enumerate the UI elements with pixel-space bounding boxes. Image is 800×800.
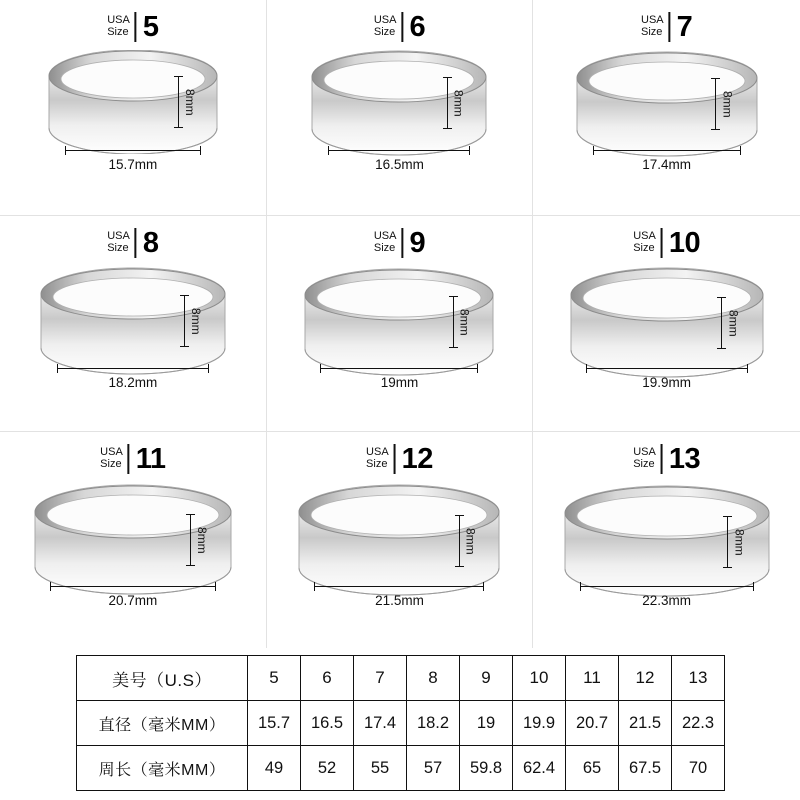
cell-us-4: 9 [460, 656, 513, 701]
size-text: Size [366, 458, 388, 470]
diameter-label: 22.3mm [642, 593, 692, 608]
width-line [580, 582, 754, 591]
width-bar [586, 368, 748, 369]
ring-cell-size-8 [0, 216, 267, 432]
size-label [107, 226, 158, 260]
height-caps [174, 76, 183, 128]
width-line [593, 146, 741, 155]
cell-circumference-6: 65 [566, 746, 619, 791]
cell-circumference-4: 59.8 [460, 746, 513, 791]
width-bar [593, 150, 741, 151]
width-line [320, 364, 478, 373]
cell-diameter-8: 22.3 [672, 701, 725, 746]
height-caps [443, 77, 452, 129]
label-divider [394, 444, 396, 474]
size-number: 6 [409, 10, 426, 43]
width-line [586, 364, 748, 373]
cell-circumference-1: 52 [301, 746, 354, 791]
cell-us-5: 10 [513, 656, 566, 701]
diameter-label: 21.5mm [375, 593, 424, 608]
height-dimension [455, 515, 477, 567]
diameter-label: 20.7mm [108, 593, 158, 608]
cell-circumference-7: 67.5 [619, 746, 672, 791]
usa-text: USA [373, 14, 397, 27]
size-label [633, 442, 700, 476]
height-dimension [174, 76, 196, 128]
size-text: Size [633, 242, 655, 254]
ring-cell-size-7 [533, 0, 800, 216]
size-label [374, 10, 425, 44]
height-caps [717, 297, 726, 349]
width-bar [580, 586, 754, 587]
height-label: 8mm [726, 309, 741, 337]
width-dimension [328, 146, 470, 172]
width-dimension [320, 364, 478, 390]
ring-cell-size-6 [267, 0, 534, 216]
cell-diameter-7: 21.5 [619, 701, 672, 746]
ring-cell-size-13 [533, 432, 800, 648]
cell-diameter-3: 18.2 [407, 701, 460, 746]
size-label [374, 226, 425, 260]
usa-text: USA [633, 446, 656, 459]
size-text: Size [633, 458, 655, 470]
row-header-us: 美号（U.S） [77, 656, 248, 701]
usa-size-caption [374, 231, 402, 254]
width-bar [314, 586, 484, 587]
size-number: 11 [135, 442, 166, 475]
size-text: Size [641, 26, 663, 38]
height-bar [184, 295, 185, 347]
height-dimension [180, 295, 202, 347]
row-header-diameter: 直径（毫米MM） [77, 701, 248, 746]
size-label [100, 442, 165, 476]
width-dimension [65, 146, 201, 172]
usa-size-caption [633, 231, 661, 254]
cell-us-7: 12 [619, 656, 672, 701]
size-label [641, 10, 692, 44]
height-caps [711, 78, 720, 130]
size-number: 5 [142, 10, 159, 43]
width-line [65, 146, 201, 155]
cell-diameter-4: 19 [460, 701, 513, 746]
label-divider [661, 228, 663, 258]
usa-size-caption [641, 15, 669, 38]
diameter-label: 17.4mm [642, 157, 692, 172]
label-divider [669, 12, 671, 42]
table-row [77, 746, 725, 791]
usa-text: USA [107, 14, 130, 27]
height-dimension [449, 296, 471, 348]
height-label: 8mm [732, 528, 747, 556]
usa-text: USA [641, 14, 664, 27]
width-dimension [586, 364, 748, 390]
height-bar [447, 77, 448, 129]
height-caps [186, 514, 195, 566]
row-header-circumference: 周长（毫米MM） [77, 746, 248, 791]
usa-text: USA [366, 446, 389, 459]
cell-diameter-6: 20.7 [566, 701, 619, 746]
size-text: Size [107, 26, 129, 38]
usa-size-caption [366, 447, 394, 470]
cell-diameter-5: 19.9 [513, 701, 566, 746]
height-label: 8mm [457, 308, 472, 336]
width-dimension [50, 582, 216, 608]
cell-us-8: 13 [672, 656, 725, 701]
height-label: 8mm [720, 90, 735, 118]
diameter-label: 15.7mm [108, 157, 158, 172]
size-text: Size [373, 242, 396, 254]
width-bar [65, 150, 201, 151]
size-number: 9 [409, 226, 426, 259]
diameter-label: 18.2mm [108, 375, 158, 390]
width-dimension [593, 146, 741, 172]
height-dimension [443, 77, 465, 129]
size-text: Size [373, 26, 396, 38]
ring-cell-size-5 [0, 0, 267, 216]
size-text: Size [100, 458, 122, 470]
ring-cell-size-10 [533, 216, 800, 432]
cell-circumference-3: 57 [407, 746, 460, 791]
height-bar [727, 516, 728, 568]
table-row [77, 701, 725, 746]
label-divider [135, 228, 137, 258]
height-label: 8mm [189, 307, 203, 335]
height-dimension [711, 78, 733, 130]
size-label [366, 442, 433, 476]
height-label: 8mm [183, 88, 197, 116]
height-bar [178, 76, 179, 128]
size-number: 13 [668, 442, 701, 475]
width-bar [328, 150, 470, 151]
cell-us-0: 5 [248, 656, 301, 701]
height-label: 8mm [463, 527, 478, 555]
size-label [633, 226, 700, 260]
width-dimension [57, 364, 209, 390]
usa-text: USA [107, 230, 130, 243]
height-bar [715, 78, 716, 130]
ring-cell-size-9 [267, 216, 534, 432]
usa-size-caption [107, 231, 135, 254]
size-text: Size [107, 242, 129, 254]
table-row [77, 656, 725, 701]
size-number: 12 [401, 442, 433, 475]
diameter-label: 19.9mm [642, 375, 692, 390]
cell-circumference-8: 70 [672, 746, 725, 791]
height-caps [449, 296, 458, 348]
label-divider [401, 228, 403, 258]
width-bar [50, 586, 216, 587]
width-line [50, 582, 216, 591]
usa-size-caption [107, 15, 135, 38]
height-dimension [723, 516, 745, 568]
label-divider [128, 444, 130, 474]
size-number: 8 [142, 226, 159, 259]
usa-size-caption [374, 15, 402, 38]
cell-us-1: 6 [301, 656, 354, 701]
cell-circumference-5: 62.4 [513, 746, 566, 791]
width-line [328, 146, 470, 155]
size-number: 10 [668, 226, 701, 259]
width-dimension [314, 582, 484, 608]
usa-size-caption [100, 447, 128, 470]
cell-us-2: 7 [354, 656, 407, 701]
label-divider [661, 444, 663, 474]
cell-circumference-2: 55 [354, 746, 407, 791]
width-dimension [580, 582, 754, 608]
label-divider [401, 12, 403, 42]
usa-size-caption [633, 447, 661, 470]
height-label: 8mm [195, 526, 209, 554]
size-label [107, 10, 158, 44]
width-bar [320, 368, 478, 369]
cell-diameter-1: 16.5 [301, 701, 354, 746]
height-caps [723, 516, 732, 568]
height-bar [453, 296, 454, 348]
size-number: 7 [676, 10, 693, 43]
height-bar [190, 514, 191, 566]
cell-us-3: 8 [407, 656, 460, 701]
cell-diameter-0: 15.7 [248, 701, 301, 746]
height-caps [180, 295, 189, 347]
diameter-label: 16.5mm [375, 157, 424, 172]
height-dimension [186, 514, 208, 566]
cell-us-6: 11 [566, 656, 619, 701]
height-bar [459, 515, 460, 567]
width-line [314, 582, 484, 591]
width-line [57, 364, 209, 373]
conversion-table [76, 655, 725, 791]
height-caps [455, 515, 464, 567]
usa-text: USA [633, 230, 656, 243]
usa-text: USA [373, 230, 397, 243]
usa-text: USA [100, 446, 123, 459]
height-label: 8mm [451, 89, 466, 117]
ring-cell-size-11 [0, 432, 267, 648]
size-conversion-table [76, 655, 725, 791]
height-dimension [717, 297, 739, 349]
height-bar [721, 297, 722, 349]
cell-diameter-2: 17.4 [354, 701, 407, 746]
cell-circumference-0: 49 [248, 746, 301, 791]
diameter-label: 19mm [380, 375, 419, 390]
width-bar [57, 368, 209, 369]
label-divider [135, 12, 137, 42]
ring-cell-size-12 [267, 432, 534, 648]
